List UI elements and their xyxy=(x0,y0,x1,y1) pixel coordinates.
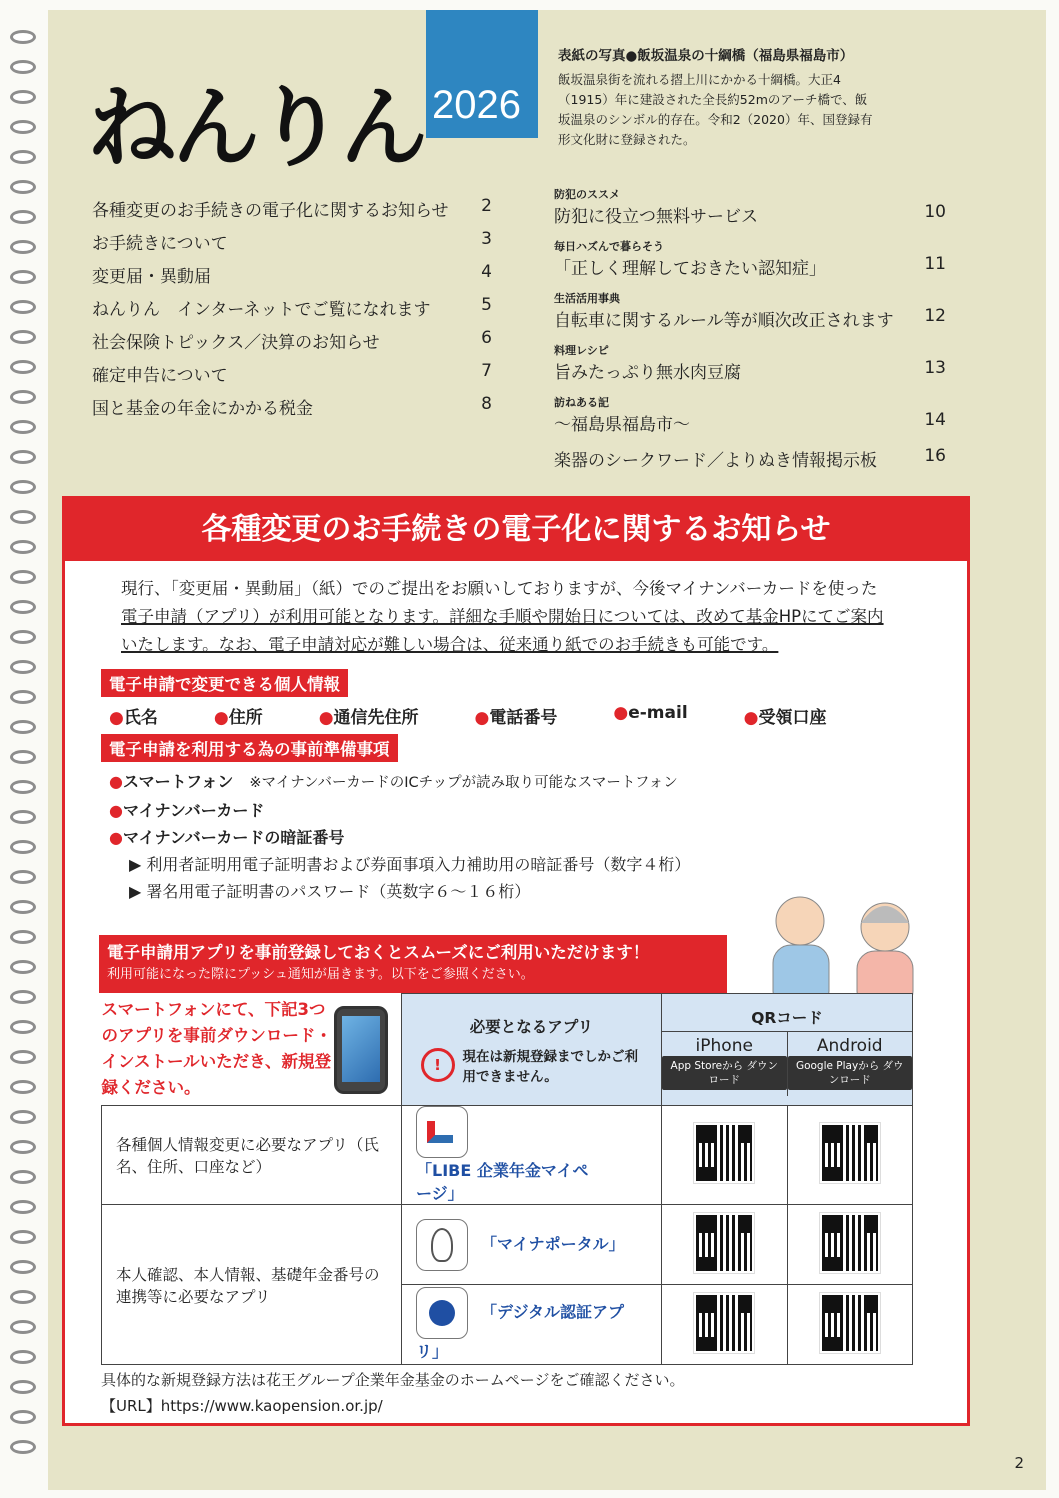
app-libe[interactable]: 「LIBE 企業年金マイページ」 xyxy=(402,1106,662,1205)
page-number: 2 xyxy=(1014,1454,1024,1472)
list-item: ●スマートフォン ※マイナンバーカードのICチップが読み取り可能なスマートフォン xyxy=(109,772,678,791)
footer-note: 具体的な新規登録方法は花王グループ企業年金基金のホームページをご確認ください。 【URL】https://www.kaopension.or.jp/ xyxy=(101,1367,685,1419)
toc-category: 生活活用事典 xyxy=(554,292,620,305)
toc-category: 防犯のススメ xyxy=(554,188,620,201)
toc-left xyxy=(92,196,492,427)
list-item: ●マイナンバーカード xyxy=(109,801,265,820)
elderly-couple-illustration xyxy=(745,879,945,1009)
toc-item[interactable]: 「正しく理解しておきたい認知症」 11 xyxy=(554,254,946,279)
howto-cell xyxy=(102,994,402,1106)
toc-item[interactable]: 社会保険トピックス／決算のお知らせ 6 xyxy=(92,328,492,353)
toc-item[interactable]: 各種変更のお手続きの電子化に関するお知らせ 2 xyxy=(92,196,492,221)
notice-intro: 現行、「変更届・異動届」（紙）でのご提出をお願いしておりますが、今後マイナンバーカードを使った 電子申請（アプリ）が利用可能となります。詳細な手順や開始日については、改めて基金HPにてご案内 いたします。なお、電子申請対応が難しい場合は、従来通り紙でのお手続きも可能です。 xyxy=(121,579,884,654)
libe-app-icon xyxy=(416,1106,468,1158)
list-item: ●住所 xyxy=(213,708,263,728)
toc-item[interactable]: ～福島県福島市～ 14 xyxy=(554,410,946,435)
notice-title: 各種変更のお手続きの電子化に関するお知らせ xyxy=(65,499,967,561)
android-label: Android xyxy=(816,1035,883,1056)
toc-item[interactable]: 国と基金の年金にかかる税金 8 xyxy=(92,394,492,419)
iphone-label: iPhone xyxy=(695,1035,753,1056)
list-item: ●通信先住所 xyxy=(318,708,419,728)
qr-code[interactable] xyxy=(662,1285,788,1365)
prep-tag: 電子申請を利用する為の事前準備事項 xyxy=(101,734,398,762)
year-badge xyxy=(426,10,538,138)
digital-auth-app-icon xyxy=(416,1287,468,1339)
info-list xyxy=(65,697,967,734)
toc-right xyxy=(554,186,946,482)
toc-item[interactable]: お手続きについて 3 xyxy=(92,229,492,254)
qr-code[interactable] xyxy=(787,1205,913,1285)
row1-label: 各種個人情報変更に必要なアプリ（氏名、住所、口座など） xyxy=(102,1106,402,1205)
toc-category: 料理レシピ xyxy=(554,344,609,357)
app-mynaportal[interactable]: 「マイナポータル」 xyxy=(402,1205,662,1285)
row2-label: 本人確認、本人情報、基礎年金番号の連携等に必要なアプリ xyxy=(102,1205,402,1365)
toc-item[interactable]: 確定申告について 7 xyxy=(92,361,492,386)
magazine-title: ねんりん xyxy=(88,76,425,179)
howto-text: スマートフォンにて、下記3つのアプリを事前ダウンロード・インストールいただき、新規登録ください。 xyxy=(101,1000,332,1098)
list-item: ●受領口座 xyxy=(743,708,827,728)
warning-icon: ! xyxy=(421,1048,455,1082)
url-link[interactable]: 【URL】https://www.kaopension.or.jp/ xyxy=(101,1397,383,1415)
registration-banner: 電子申請用アプリを事前登録しておくとスムーズにご利用いただけます！ 利用可能になった際にプッシュ通知が届きます。以下をご参照ください。 xyxy=(99,935,727,993)
caution-text: 現在は新規登録までしかご利用できません。 xyxy=(462,1048,638,1085)
qr-code[interactable] xyxy=(662,1205,788,1285)
cover-photo-title: 表紙の写真●飯坂温泉の十綱橋（福島県福島市） xyxy=(558,48,854,64)
magazine-page xyxy=(48,10,1046,1490)
notice-panel xyxy=(62,496,970,1426)
cover-photo-caption xyxy=(558,46,878,150)
toc-category: 訪ねある記 xyxy=(554,396,609,409)
toc-item[interactable]: ねんりん インターネットでご覧になれます 5 xyxy=(92,295,492,320)
year-label: 2026 xyxy=(432,83,521,127)
apps-table xyxy=(101,993,913,1365)
list-item: ▶ 利用者証明用電子証明書および券面事項入力補助用の暗証番号（数字４桁） xyxy=(129,855,691,874)
smartphone-icon xyxy=(334,1006,388,1094)
toc-item[interactable]: 楽器のシークワード／よりぬき情報掲示板 16 xyxy=(554,446,946,471)
list-item: ▶ 署名用電子証明書のパスワード（英数字６～１６桁） xyxy=(129,882,531,901)
list-item: ●マイナンバーカードの暗証番号 xyxy=(109,828,345,847)
qr-code[interactable] xyxy=(662,1106,788,1205)
spiral-binding xyxy=(0,20,40,1490)
app-digital-auth[interactable]: 「デジタル認証アプリ」 xyxy=(402,1285,662,1365)
toc-item[interactable]: 旨みたっぷり無水肉豆腐 13 xyxy=(554,358,946,383)
toc-category: 毎日ハズんで暮らそう xyxy=(554,240,664,253)
info-tag: 電子申請で変更できる個人情報 xyxy=(101,669,348,697)
list-item: ●e-mail xyxy=(613,703,688,723)
toc-item[interactable]: 変更届・異動届 4 xyxy=(92,262,492,287)
list-item: ●氏名 xyxy=(109,708,158,728)
toc-item[interactable]: 自転車に関するルール等が順次改正されます 12 xyxy=(554,306,946,331)
qr-code[interactable] xyxy=(787,1106,913,1205)
required-app-header: 必要となるアプリ ! 現在は新規登録までしかご利用できません。 xyxy=(402,994,662,1106)
cover-photo-text: 飯坂温泉街を流れる摺上川にかかる十綱橋。大正4（1915）年に建設された全長約52mのアーチ橋で、飯坂温泉のシンボル的存在。令和2（2020）年、国登録有形文化財に登録された。 xyxy=(558,72,873,147)
qr-header: QRコード iPhone App Storeから ダウンロード Android Google Playから ダウンロード xyxy=(662,994,913,1106)
googleplay-badge[interactable]: Google Playから ダウンロード xyxy=(788,1056,913,1090)
rabbit-app-icon xyxy=(416,1219,468,1271)
qr-code[interactable] xyxy=(787,1285,913,1365)
toc-item[interactable]: 防犯に役立つ無料サービス 10 xyxy=(554,202,946,227)
list-item: ●電話番号 xyxy=(474,708,558,728)
appstore-badge[interactable]: App Storeから ダウンロード xyxy=(662,1056,787,1090)
